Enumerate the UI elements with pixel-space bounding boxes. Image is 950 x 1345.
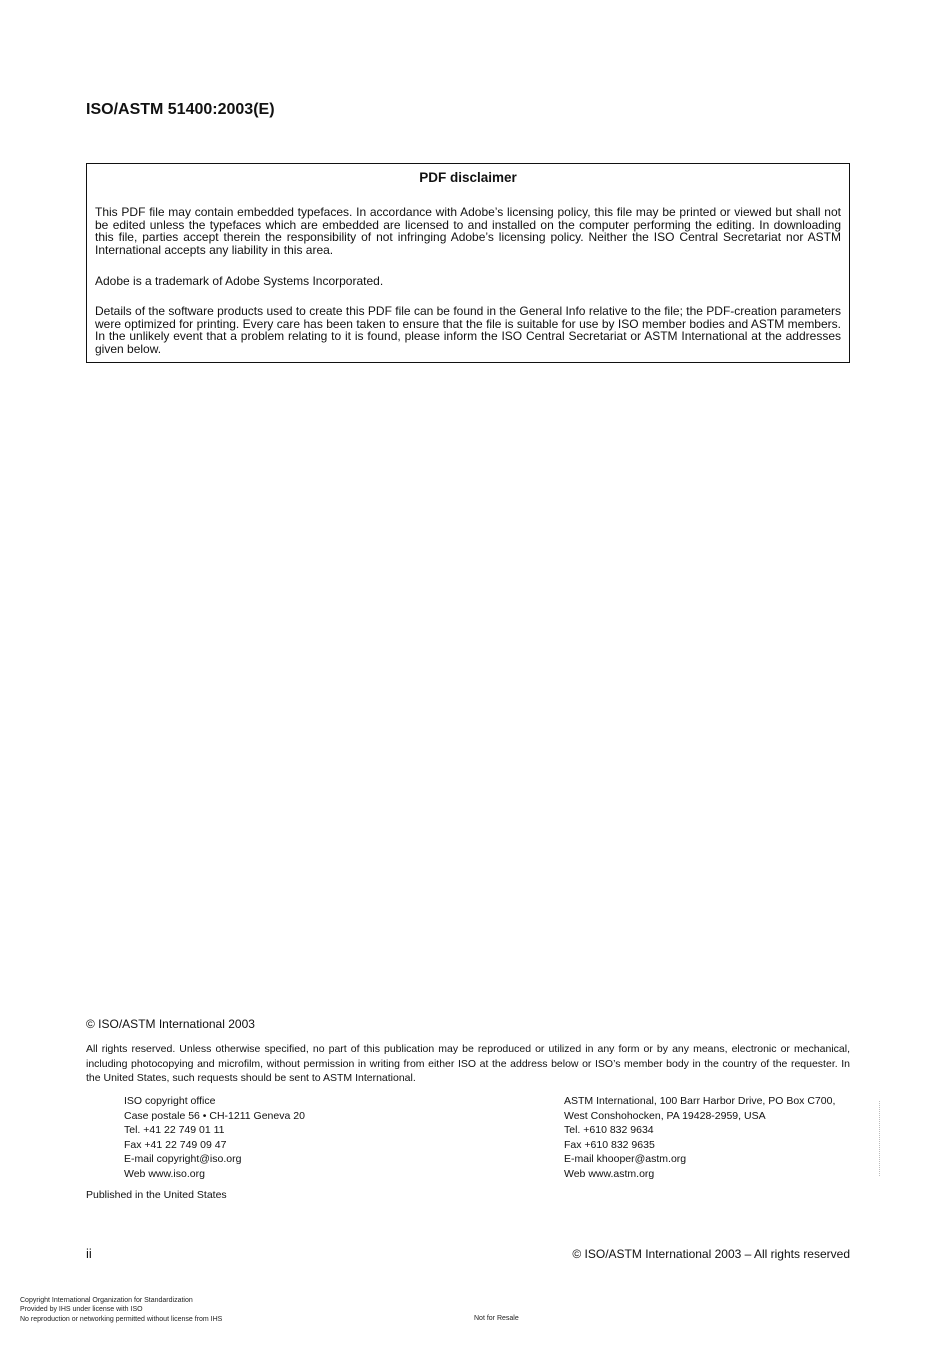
side-dotted-mark <box>879 1101 882 1176</box>
iso-address-line: Tel. +41 22 749 01 11 <box>124 1124 225 1136</box>
document-id: ISO/ASTM 51400:2003(E) <box>86 101 275 118</box>
iso-address-line: Fax +41 22 749 09 47 <box>124 1138 227 1151</box>
disclaimer-paragraph-trademark: Adobe is a trademark of Adobe Systems Incorporated. <box>95 274 384 288</box>
disclaimer-paragraph-details: Details of the software products used to create this PDF file can be found in the General Info relative to the file; the PDF-creation parameters were optimized for printing. Every care has been taken to ensure that the file is suitable for use by ISO member bodies and ASTM members. In the unlikely event that a problem relating to it is found, please inform the ISO Central Secretariat or ASTM International at the addresses given below. <box>95 304 841 356</box>
iso-address-block <box>124 1094 305 1181</box>
disclaimer-paragraph-typefaces: This PDF file may contain embedded typefaces. In accordance with Adobe’s licensing policy, this file may be printed or viewed but shall not be edited unless the typefaces which are embedded are licensed to and installed on the computer performing the editing. In downloading this file, parties accept therein the responsibility of not infringing Adobe’s licensing policy. Neither the ISO Central Secretariat nor ASTM International accepts any liability in this area. <box>95 205 841 257</box>
iso-address-line: Case postale 56 • CH-1211 Geneva 20 <box>124 1109 305 1122</box>
ihs-notice-line: Provided by IHS under license with ISO <box>20 1306 143 1314</box>
astm-address-line: West Conshohocken, PA 19428-2959, USA <box>564 1109 766 1122</box>
copyright-line: © ISO/ASTM International 2003 <box>86 1017 255 1031</box>
ihs-notice <box>20 1296 222 1324</box>
astm-address-line: ASTM International, 100 Barr Harbor Drive, PO Box C700, <box>564 1095 836 1107</box>
astm-address-line: E-mail khooper@astm.org <box>564 1153 687 1165</box>
astm-address-line: Web www.astm.org <box>564 1167 655 1180</box>
astm-address-line: Tel. +610 832 9634 <box>564 1124 654 1136</box>
footer-rights: © ISO/ASTM International 2003 – All rights reserved <box>572 1247 850 1261</box>
iso-address-line: ISO copyright office <box>124 1095 216 1107</box>
astm-address-line: Fax +610 832 9635 <box>564 1138 655 1151</box>
ihs-notice-line: No reproduction or networking permitted without license from IHS <box>20 1315 223 1323</box>
rights-paragraph: All rights reserved. Unless otherwise specified, no part of this publication may be reproduced or utilized in any form or by any means, electronic or mechanical, including photocopying and microfilm, without permission in writing from either ISO at the address below or ISO’s member body in the country of the requester. In the United States, such requests should be sent to ASTM International. <box>86 1043 850 1084</box>
published-note: Published in the United States <box>86 1189 227 1201</box>
not-for-resale: Not for Resale <box>474 1315 519 1322</box>
iso-address-line: E-mail copyright@iso.org <box>124 1153 242 1165</box>
iso-address-line: Web www.iso.org <box>124 1167 205 1180</box>
disclaimer-title: PDF disclaimer <box>419 170 517 185</box>
astm-address-block <box>564 1094 835 1181</box>
pdf-disclaimer-box <box>86 163 850 363</box>
page-number: ii <box>86 1246 92 1261</box>
ihs-notice-line: Copyright International Organization for Standardization <box>20 1297 193 1304</box>
